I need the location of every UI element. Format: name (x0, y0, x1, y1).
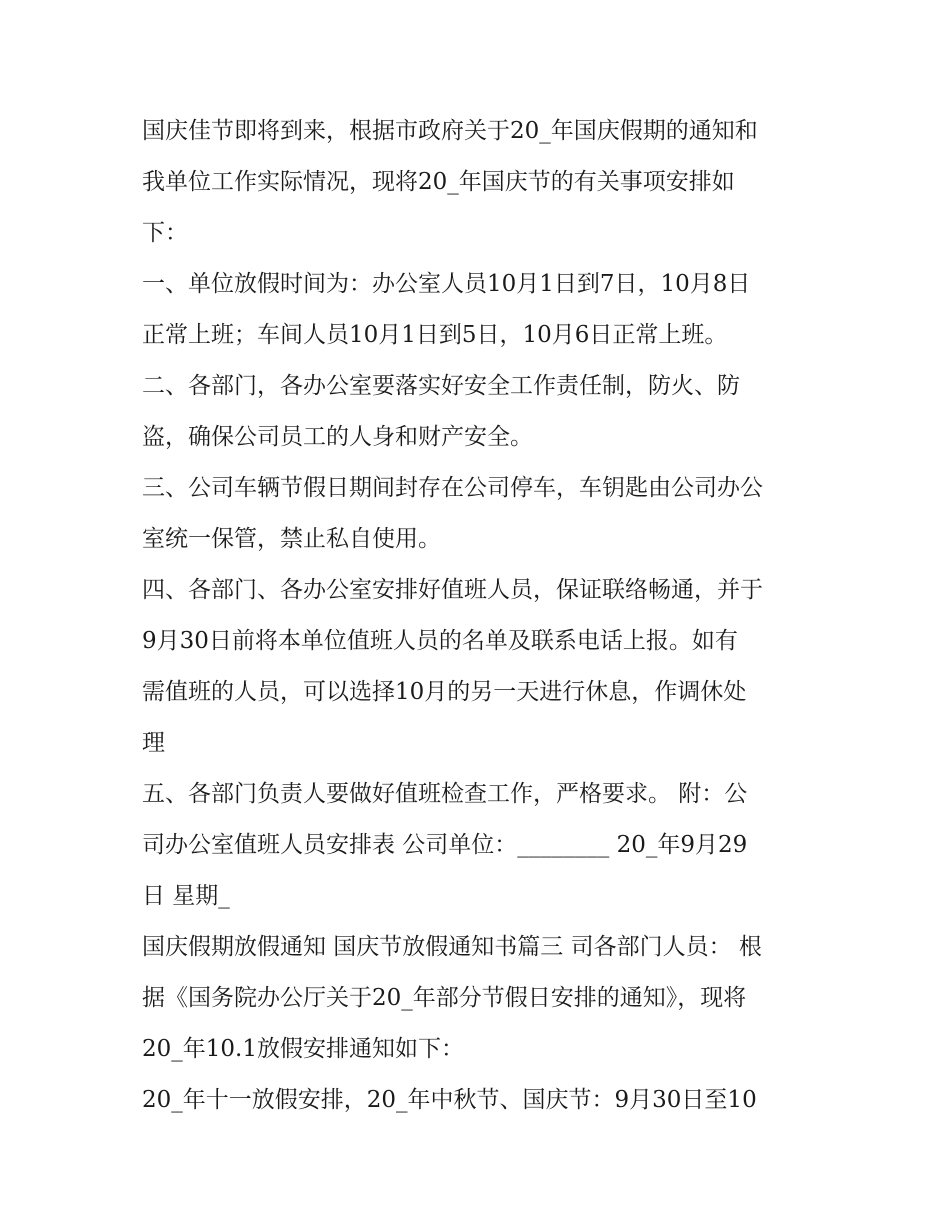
text-line: 司办公室值班人员安排表 公司单位：________ 20_年9月29 (142, 832, 748, 858)
text-line: 20_年10.1放假安排通知如下： (142, 1036, 464, 1062)
text-line: 需值班的人员，可以选择10月的另一天进行休息，作调休处 (142, 679, 747, 705)
text-line: 理 (142, 730, 165, 756)
text-line: 下： (142, 220, 188, 246)
text-line: 正常上班；车间人员10月1日到5日，10月6日正常上班。 (142, 322, 728, 348)
text-line: 国庆佳节即将到来，根据市政府关于20_年国庆假期的通知和 (142, 118, 758, 144)
text-line: 9月30日前将本单位值班人员的名单及联系电话上报。如有 (142, 628, 738, 654)
text-line: 盗，确保公司员工的人身和财产安全。 (142, 424, 533, 450)
text-line: 三、公司车辆节假日期间封存在公司停车，车钥匙由公司办公 (142, 475, 763, 501)
text-line: 日 星期_ (142, 883, 230, 909)
document-body (142, 106, 822, 1126)
text-line: 五、各部门负责人要做好值班检查工作，严格要求。 附：公 (142, 781, 748, 807)
text-line: 室统一保管，禁止私自使用。 (142, 526, 441, 552)
text-line: 二、各部门，各办公室要落实好安全工作责任制，防火、防 (142, 373, 740, 399)
text-line: 国庆假期放假通知 国庆节放假通知书篇三 司各部门人员： 根 (142, 934, 762, 960)
text-line: 20_年十一放假安排，20_年中秋节、国庆节：9月30日至10 (142, 1087, 757, 1113)
text-line: 一、单位放假时间为：办公室人员10月1日到7日，10月8日 (142, 271, 751, 297)
text-line: 我单位工作实际情况，现将20_年国庆节的有关事项安排如 (142, 169, 735, 195)
text-line: 四、各部门、各办公室安排好值班人员，保证联络畅通，并于 (142, 577, 763, 603)
text-line: 据《国务院办公厅关于20_年部分节假日安排的通知》，现将 (142, 985, 747, 1011)
